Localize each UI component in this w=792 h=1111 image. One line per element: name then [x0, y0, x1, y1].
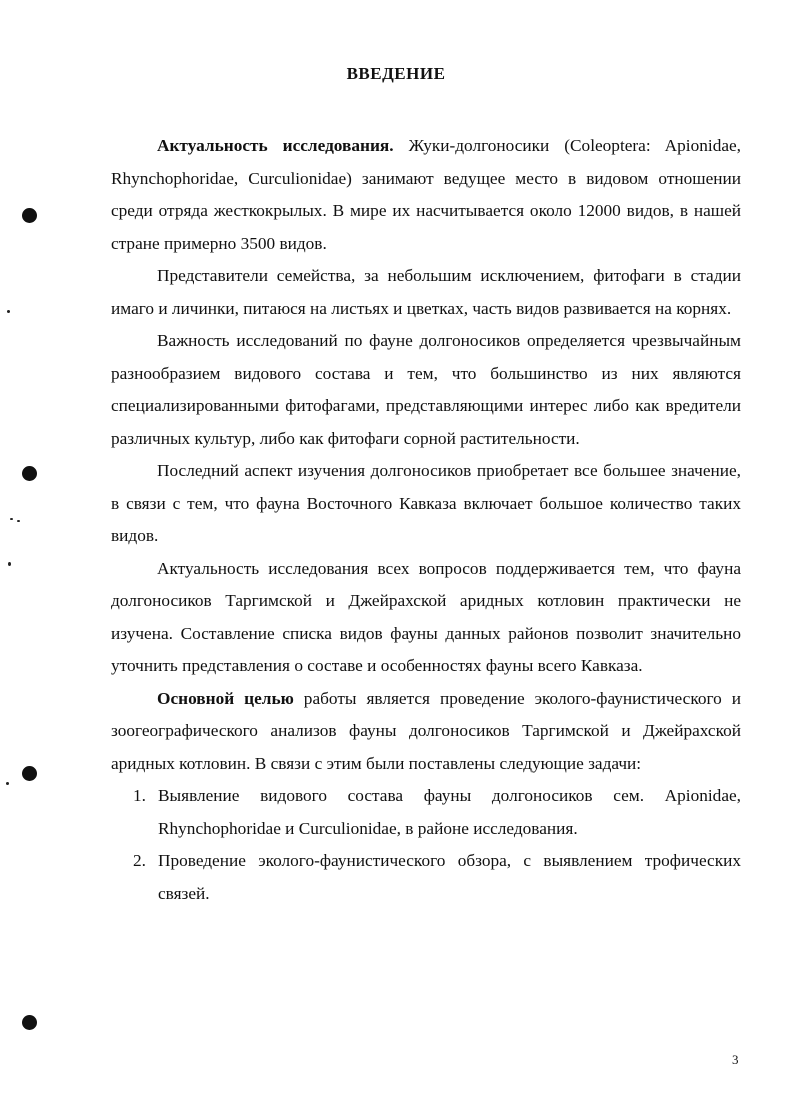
paragraph-text: Представители семейства, за небольшим исключением, фитофаги в стадии имаго и личинки, питаюся на листьях и цветках, часть видов развивается на корнях. [111, 266, 741, 318]
paragraph-text: Жуки-долгоносики (Coleoptera: Apionidae, Rhynchophoridae, Curculionidae) занимают ведущее место в видовом отношении среди отряда жесткокрылых. В мире их насчитывается около 12000 видов, в нашей стране примерно 3500 видов. [111, 136, 741, 253]
paragraph-relevance [111, 130, 741, 260]
list-item-text: Проведение эколого-фаунистического обзора, с выявлением трофических связей. [158, 851, 741, 903]
paragraph-lead: Актуальность исследования. [157, 136, 394, 155]
binder-hole-icon [22, 1015, 37, 1030]
list-item [111, 845, 741, 910]
paragraph-representatives [111, 260, 741, 325]
scan-speck-icon [7, 310, 10, 313]
scan-speck-icon [8, 562, 11, 566]
paragraph-aspect [111, 455, 741, 553]
paragraph-text: Важность исследований по фауне долгоносиков определяется чрезвычайным разнообразием видового состава и тем, что большинство из них являются специализированными фитофагами, представляющими интерес либо как вредители различных культур, либо как фитофаги сорной растительности. [111, 331, 741, 448]
list-item [111, 780, 741, 845]
binder-hole-icon [22, 766, 37, 781]
page-title: ВВЕДЕНИЕ [346, 64, 446, 83]
list-item-number: 1. [133, 786, 146, 805]
binder-hole-icon [22, 466, 37, 481]
scan-speck-icon [17, 520, 20, 522]
paragraph-goal [111, 683, 741, 781]
list-item-number: 2. [133, 851, 146, 870]
page-number: 3 [732, 1052, 739, 1067]
list-item-text: Выявление видового состава фауны долгоносиков сем. Apionidae, Rhynchophoridae и Curculionidae, в районе исследования. [158, 786, 741, 838]
body-text [111, 130, 741, 910]
scan-speck-icon [6, 782, 9, 785]
paragraph-lead: Основной целью [157, 688, 294, 708]
paragraph-fauna [111, 553, 741, 683]
paragraph-importance [111, 325, 741, 455]
scan-speck-icon [10, 518, 13, 520]
paragraph-text: Последний аспект изучения долгоносиков приобретает все большее значение, в связи с тем, что фауна Восточного Кавказа включает большое количество таких видов. [111, 461, 741, 545]
task-list [111, 780, 741, 910]
paragraph-text: Актуальность исследования всех вопросов поддерживается тем, что фауна долгоносиков Таргимской и Джейрахской аридных котловин практически не изучена. Составление списка видов фауны данных районов позволит значительно уточнить представления о составе и особенностях фауны всего Кавказа. [111, 558, 741, 675]
paragraph-text: работы является проведение эколого-фаунистического и зоогеографического анализов фауны долгоносиков Таргимской и Джейрахской аридных котловин. В связи с этим были поставлены следующие задачи: [111, 688, 742, 773]
binder-hole-icon [22, 208, 37, 223]
